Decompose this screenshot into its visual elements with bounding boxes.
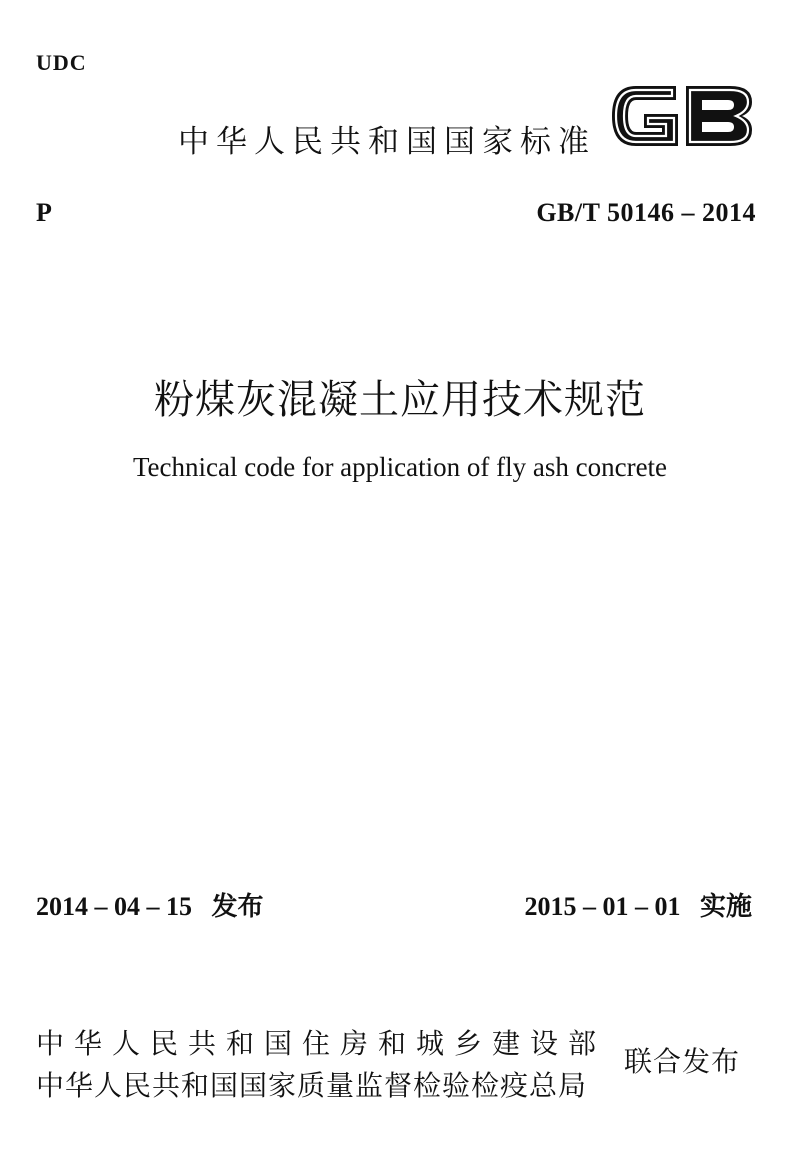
title-chinese: 粉煤灰混凝土应用技术规范 [154, 377, 646, 423]
title-english: Technical code for application of fly ash concrete [132, 452, 668, 482]
classification-code: P [36, 198, 52, 227]
gb-logo-icon [606, 78, 756, 154]
issue-label: 发布 [211, 892, 264, 922]
issue-date: 2014 – 04 – 15 [36, 892, 192, 921]
implementation-label: 实施 [699, 892, 752, 922]
udc-label: UDC [36, 50, 87, 75]
national-standard-heading: 中华人民共和国国家标准 [178, 124, 596, 160]
implementation-date: 2015 – 01 – 01 [524, 892, 681, 921]
issuer-ministry-housing: 中华人民共和国住房和城乡建设部 [36, 1027, 607, 1060]
standard-number: GB/T 50146 – 2014 [536, 198, 756, 227]
issuer-quality-inspection: 中华人民共和国国家质量监督检验检疫总局 [36, 1069, 588, 1102]
issue-date-line [36, 886, 264, 923]
joint-issue-label: 联合发布 [624, 1045, 741, 1078]
implementation-date-line [524, 886, 752, 923]
